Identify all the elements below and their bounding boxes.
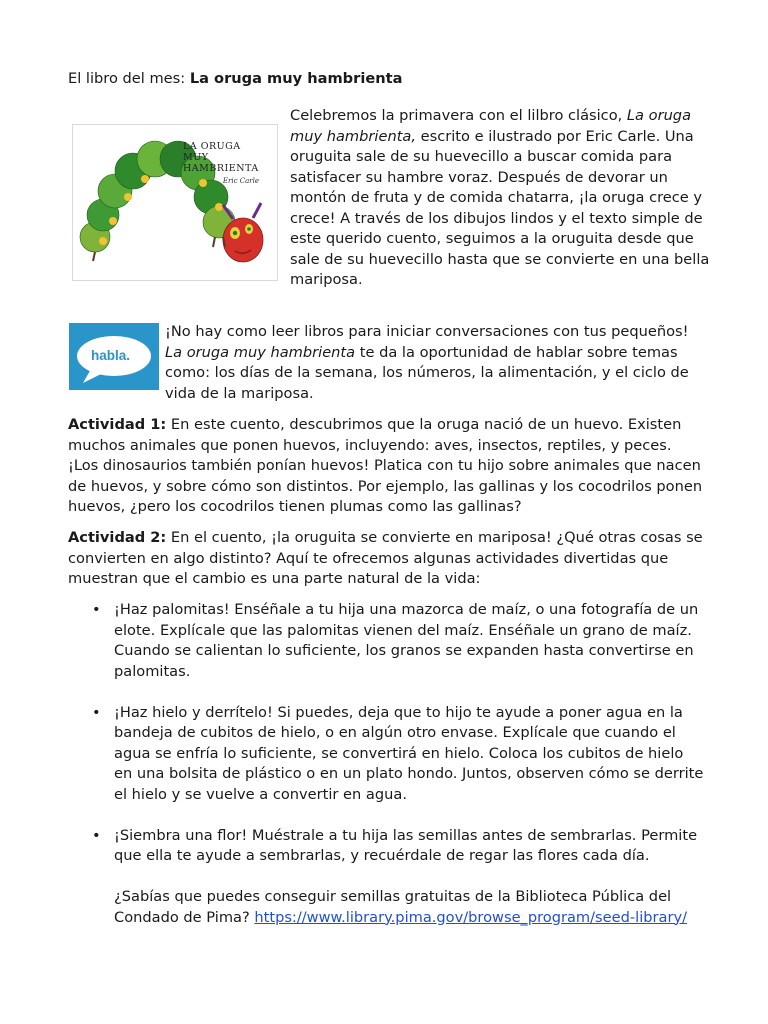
- bullet-icon: •: [92, 601, 101, 618]
- activity-list: [90, 600, 705, 928]
- list-item: [90, 703, 705, 806]
- cover-author: Eric Carle: [222, 177, 259, 185]
- cover-title: [183, 141, 263, 174]
- seed-library-note: [90, 887, 705, 928]
- habla-badge-text: habla.: [91, 348, 131, 363]
- book-cover-image: [72, 124, 278, 281]
- seed-library-link[interactable]: https://www.library.pima.gov/browse_program/seed-library/: [254, 908, 688, 926]
- activity-1-label: Actividad 1:: [68, 416, 167, 433]
- intro-after: escrito e ilustrado por Eric Carle. Una oruguita sale de su huevecillo a buscar comida para satisfacer su hambre voraz. Después de devorar un montón de fruta y de comida chatarra, ¡la oruga crece y crece! A través de los dibujos lindos y el texto simple de este querido cuento, seguimos a la oruguita desde que sale de su huevecillo hasta que se convierte en una bella mariposa.: [290, 127, 710, 288]
- habla-rest: te da la oportunidad de hablar sobre temas como: los días de la semana, los números, la alimentación, y el ciclo de vida de la mariposa.: [165, 343, 689, 402]
- heading-prefix: El libro del mes:: [68, 70, 190, 87]
- habla-paragraph: [165, 322, 705, 404]
- list-item-text: ¡Haz hielo y derrítelo! Si puedes, deja que to hijo te ayude a poner agua en la bandeja de cubitos de hielo, o en algún otro envase. Explícale que cuando el agua se enfría lo suficiente, se convertirá en hielo. Coloca los cubitos de hielo en una bolsita de plástico o en un plato hondo. Juntos, observen cómo se derrite el hielo y se vuelve a convertir en agua.: [114, 703, 704, 803]
- intro-book-title: La oruga muy hambrienta,: [290, 107, 692, 145]
- heading-book-title: La oruga muy hambrienta: [189, 70, 403, 87]
- list-item: [90, 826, 705, 867]
- habla-logo: [69, 323, 159, 390]
- list-item-text: ¡Haz palomitas! Enséñale a tu hija una mazorca de maíz, o una fotografía de un elote. Explícale que las palomitas vienen del maíz. Enséñale un grano de maíz. Cuando se calientan lo suficiente, los granos se expanden hasta convertirse en palomitas.: [114, 601, 699, 680]
- cover-title-line2: HAMBRIENTA: [183, 163, 259, 174]
- bullet-icon: •: [92, 703, 101, 721]
- intro-paragraph: [290, 106, 710, 291]
- list-item: [90, 600, 705, 682]
- intro-before: Celebremos la primavera con el lilbro clásico,: [290, 107, 627, 124]
- list-item-text: ¡Siembra una flor! Muéstrale a tu hija las semillas antes de sembrarlas. Permite que ella te ayude a sembrarlas, y recuérdale de regar las flores cada día.: [114, 826, 698, 864]
- seed-note-text: ¿Sabías que puedes conseguir semillas gratuitas de la Biblioteca Pública del Condado de Pima?: [114, 888, 672, 926]
- activity-2-label: Actividad 2:: [68, 529, 167, 546]
- habla-line1: ¡No hay como leer libros para iniciar conversaciones con tus pequeños!: [165, 323, 689, 340]
- habla-book-title: La oruga muy hambrienta: [165, 343, 356, 361]
- page-heading: [68, 69, 402, 90]
- cover-title-line1: LA ORUGA MUY: [183, 141, 241, 163]
- bullet-icon: •: [92, 826, 101, 844]
- activity-1-text: En este cuento, descubrimos que la oruga nació de un huevo. Existen muchos animales que ponen huevos, incluyendo: aves, insectos, reptiles, y peces. ¡Los dinosaurios también ponían huevos! Platica con tu hijo sobre animales que nacen de huevos, y sobre cómo son distintos. Por ejemplo, las gallinas y los cocodrilos ponen huevos, ¿pero los cocodrilos tienen plumas como las gallinas?: [68, 416, 703, 515]
- activity-1-paragraph: [68, 415, 703, 518]
- activity-2-paragraph: [68, 528, 703, 590]
- activity-2-text: En el cuento, ¡la oruguita se convierte en mariposa! ¿Qué otras cosas se convierten en algo distinto? Aquí te ofrecemos algunas actividades divertidas que muestran que el cambio es una parte natural de la vida:: [68, 529, 703, 587]
